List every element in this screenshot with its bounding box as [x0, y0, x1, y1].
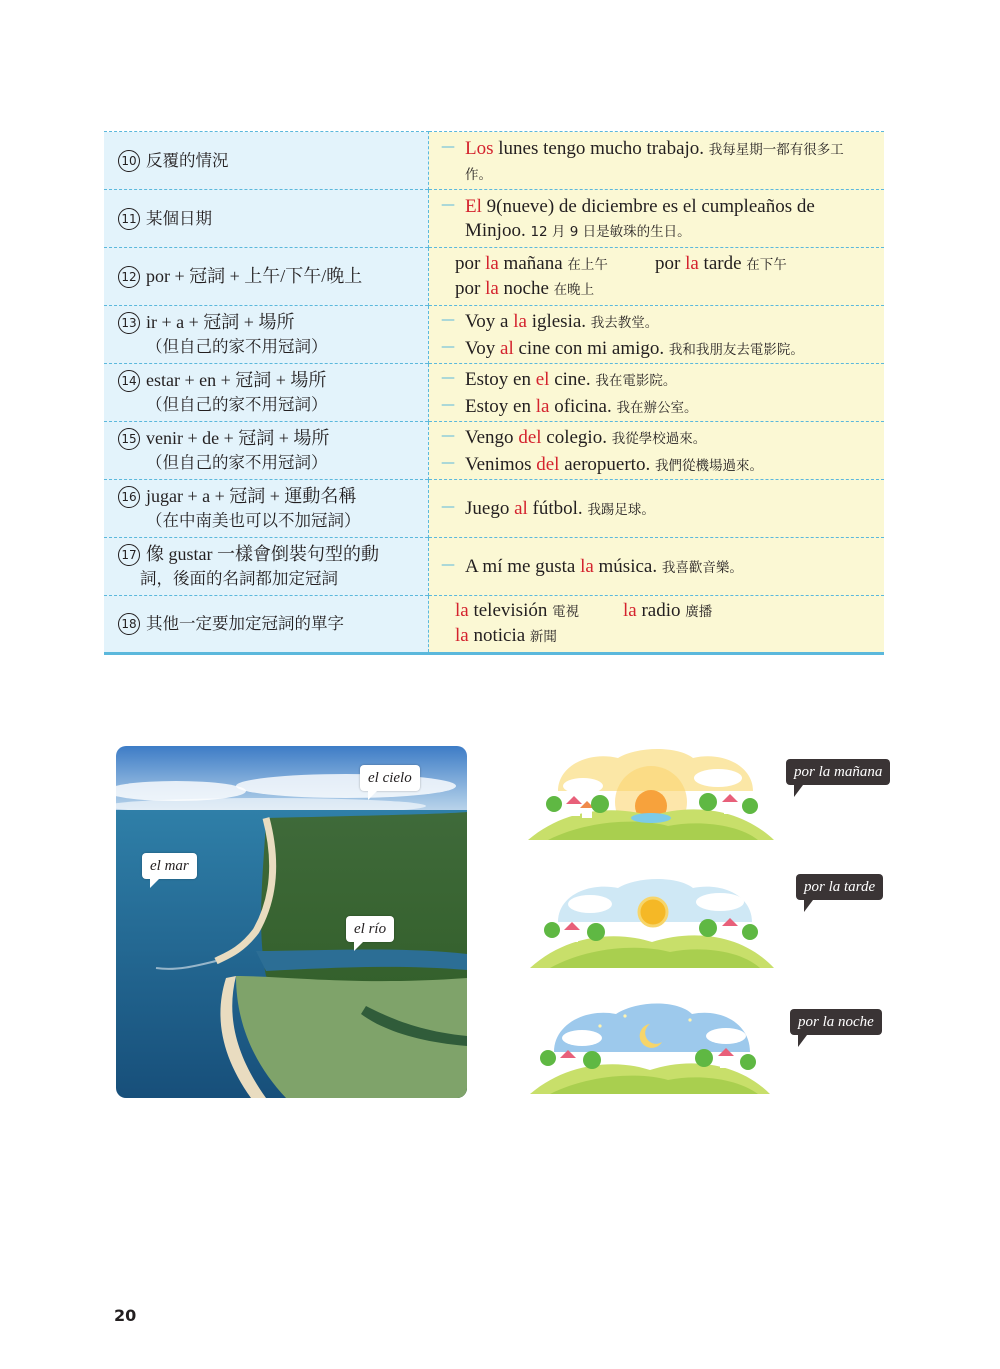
dash-marker: — — [441, 499, 455, 515]
article-word: la — [485, 277, 499, 299]
article-word: la — [580, 556, 594, 577]
example-text: tarde — [698, 252, 742, 274]
label-night: por la noche — [790, 1009, 882, 1035]
table-row — [104, 422, 884, 480]
rule-cell — [104, 190, 429, 248]
example-cell — [429, 132, 885, 190]
example-text: 9(nueve) de diciembre es el cumpleaños de — [481, 196, 815, 217]
example-cell — [429, 364, 885, 422]
rule-label: 像 gustar 一樣會倒裝句型的動 — [146, 544, 379, 564]
example-text: Estoy en — [465, 395, 536, 417]
translation: 我在辦公室。 — [616, 399, 698, 416]
rule-label: venir + de + 冠詞 + 場所 — [146, 428, 330, 448]
translation: 我從學校過來。 — [611, 430, 707, 447]
rule-label: 反覆的情況 — [146, 150, 229, 170]
translation: 我們從機場過來。 — [654, 457, 763, 474]
example-text: colegio. — [541, 426, 607, 448]
rule-note: 詞，後面的名詞都加定冠詞 — [140, 569, 338, 588]
rule-cell — [104, 132, 429, 190]
translation: 在晚上 — [553, 281, 595, 298]
label-sea: el mar — [142, 853, 197, 879]
example-cell — [429, 248, 885, 306]
dash-marker: — — [441, 197, 455, 213]
rule-cell — [104, 248, 429, 306]
translation: 作。 — [465, 166, 492, 183]
rule-cell — [104, 596, 429, 654]
rule-label: por + 冠詞 + 上午/下午/晚上 — [146, 266, 363, 286]
row-number: 17 — [118, 544, 140, 566]
example-text: Voy — [465, 337, 501, 359]
rule-note: （但自己的家不用冠詞） — [146, 453, 328, 472]
translation: 我喜歡音樂。 — [661, 560, 743, 576]
article-word: la — [535, 395, 550, 417]
translation: 新聞 — [529, 629, 557, 645]
rule-cell — [104, 364, 429, 422]
rule-note: （但自己的家不用冠詞） — [146, 337, 328, 356]
example-text: mañana — [498, 252, 563, 274]
rule-label: jugar + a + 冠詞 + 運動名稱 — [146, 486, 357, 506]
row-number: 10 — [118, 150, 140, 172]
example-cell — [429, 596, 885, 654]
dash-marker: — — [441, 427, 455, 444]
rule-cell — [104, 306, 429, 364]
rule-cell — [104, 538, 429, 596]
page-number: 20 — [114, 1306, 137, 1325]
example-text: aeropuerto. — [559, 453, 651, 475]
example-text: Minjoo. — [465, 220, 526, 241]
example-text: por — [455, 277, 486, 299]
row-number: 16 — [118, 486, 140, 508]
table-row — [104, 596, 884, 654]
translation: 廣播 — [685, 604, 713, 620]
example-text: televisión — [468, 600, 548, 621]
dash-marker: — — [441, 557, 455, 573]
row-number: 18 — [118, 613, 140, 635]
morning-scene-illustration — [528, 746, 774, 840]
translation: 電視 — [552, 604, 580, 620]
table-row — [104, 480, 884, 538]
example-cell — [429, 306, 885, 364]
translation: 在上午 — [567, 256, 608, 273]
example-text: noticia — [468, 625, 526, 646]
example-cell — [429, 190, 885, 248]
article-word: el — [535, 368, 550, 390]
dash-marker: — — [441, 311, 455, 328]
row-number: 11 — [118, 208, 140, 230]
dash-marker: — — [441, 369, 455, 386]
row-number: 15 — [118, 428, 140, 450]
dash-marker: — — [441, 396, 455, 413]
example-text: A mí me gusta — [465, 556, 581, 577]
table-row — [104, 132, 884, 190]
dash-marker: — — [441, 338, 455, 355]
translation: 我去教堂。 — [590, 314, 659, 331]
table-row — [104, 306, 884, 364]
example-text: iglesia. — [526, 310, 587, 332]
rule-cell — [104, 480, 429, 538]
article-usage-table — [104, 131, 884, 655]
example-text: música. — [593, 556, 658, 577]
table-row — [104, 538, 884, 596]
example-cell — [429, 538, 885, 596]
coast-aerial-photo — [116, 746, 467, 1098]
article-word: la — [485, 252, 499, 274]
rule-label: 某個日期 — [146, 208, 212, 228]
dash-marker: — — [441, 454, 455, 471]
example-text: fútbol. — [527, 498, 583, 519]
table-row — [104, 190, 884, 248]
example-text: lunes tengo mucho trabajo. — [493, 137, 705, 159]
translation: 12 月 9 日是敏珠的生日。 — [530, 224, 691, 240]
row-number: 13 — [118, 312, 140, 334]
article-word: Los — [465, 137, 494, 159]
dash-marker: — — [441, 138, 455, 155]
translation: 我踢足球。 — [587, 502, 655, 518]
label-river: el río — [346, 916, 394, 942]
article-word: del — [536, 453, 560, 475]
example-text: cine con mi amigo. — [513, 337, 665, 359]
example-text: por — [455, 252, 486, 274]
article-word: El — [465, 196, 482, 217]
night-scene-illustration — [530, 1000, 770, 1094]
label-sky: el cielo — [360, 765, 420, 791]
article-word: la — [513, 310, 527, 332]
row-number: 12 — [118, 266, 140, 288]
example-text: cine. — [549, 368, 591, 390]
label-afternoon: por la tarde — [796, 874, 883, 900]
article-word: del — [518, 426, 542, 448]
table-row — [104, 364, 884, 422]
table-row — [104, 248, 884, 306]
article-word: la — [455, 625, 469, 646]
example-text: Venimos — [465, 453, 537, 475]
afternoon-scene-illustration — [530, 874, 774, 968]
rule-label: ir + a + 冠詞 + 場所 — [146, 312, 295, 332]
rule-cell — [104, 422, 429, 480]
translation: 在下午 — [746, 256, 787, 273]
label-morning: por la mañana — [786, 759, 890, 785]
article-word: al — [500, 337, 514, 359]
example-text: Juego — [465, 498, 515, 519]
article-word: al — [514, 498, 528, 519]
rule-note: （但自己的家不用冠詞） — [146, 395, 328, 414]
article-word: la — [685, 252, 699, 274]
translation: 我每星期一都有很多工 — [708, 141, 844, 158]
example-text: Estoy en — [465, 368, 536, 390]
translation: 我和我朋友去電影院。 — [668, 341, 804, 358]
example-text: oficina. — [549, 395, 612, 417]
article-word: la — [623, 600, 637, 621]
coast-photo-image — [116, 746, 467, 1098]
rule-label: 其他一定要加定冠詞的單字 — [146, 614, 344, 633]
example-text: Vengo — [465, 426, 519, 448]
translation: 我在電影院。 — [595, 372, 677, 389]
example-text: radio — [636, 600, 681, 621]
example-cell — [429, 422, 885, 480]
rule-label: estar + en + 冠詞 + 場所 — [146, 370, 327, 390]
row-number: 14 — [118, 370, 140, 392]
example-text: noche — [498, 277, 549, 299]
rule-note: （在中南美也可以不加冠詞） — [146, 511, 361, 530]
example-text: por — [655, 252, 686, 274]
example-cell — [429, 480, 885, 538]
article-word: la — [455, 600, 469, 621]
example-text: Voy a — [465, 310, 514, 332]
